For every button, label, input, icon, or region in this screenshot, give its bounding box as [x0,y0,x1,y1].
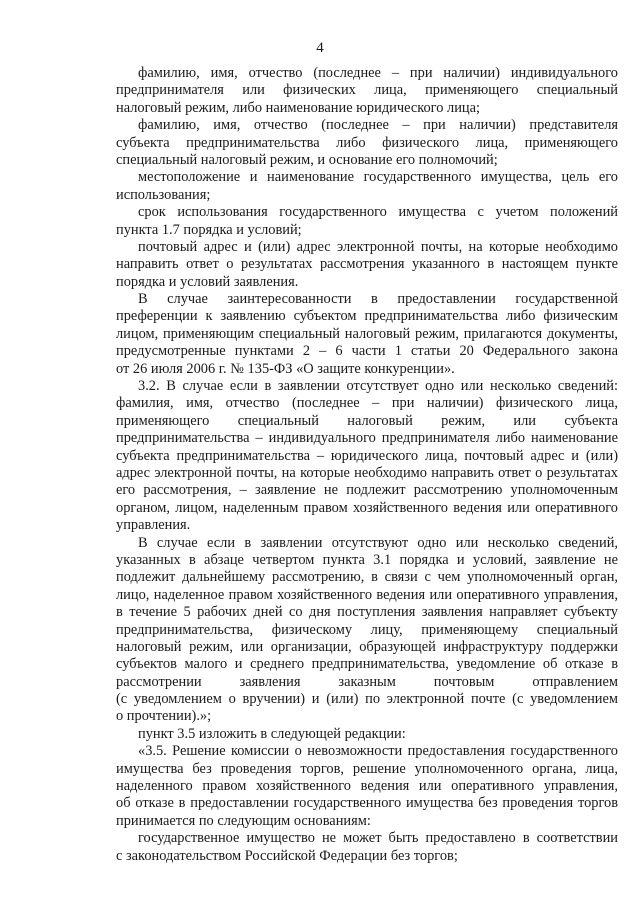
text-line: наделенного правом хозяйственного ведения или оперативного управления, [116,778,618,795]
text-line: местоположение и наименование государственного имущества, цель его [138,169,618,186]
text-line: порядка и условий заявления. [116,273,299,290]
text-line: субъекта предпринимательства – юридического лица, почтовый адрес и (или) [116,447,618,464]
text-line: адрес электронной почты, на которые необходимо направить ответ о результатах [116,464,618,481]
text-line: имущества без проведения торгов, решение уполномоченного органа, лица, [116,760,618,777]
text-line: с законодательством Российской Федерации без торгов; [116,847,458,864]
text-line: пункта 1.7 порядка и условий; [116,221,302,238]
text-line: преференции к заявлению субъектом предпринимательства либо физическим [116,308,618,325]
text-line: В случае если в заявлении отсутствуют одно или несколько сведений, [138,534,618,551]
text-line: принимается по следующим основаниям: [116,812,371,829]
text-line: «3.5. Решение комиссии о невозможности предоставления государственного [138,743,618,760]
text-line: его рассмотрения, – заявление не подлежит рассмотрению уполномоченным [116,482,618,499]
text-line: специальный налоговый режим, и основание его полномочий; [116,151,498,168]
text-line: предпринимательства – индивидуального предпринимателя либо наименование [116,430,618,447]
text-line: лицо, наделенное правом хозяйственного ведения или оперативного управления, [116,586,618,603]
text-line: предпринимателя или физических лица, применяющего специальный [116,82,618,99]
text-line: фамилию, имя, отчество (последнее – при наличии) индивидуального [138,65,618,81]
text-line: фамилию, имя, отчество (последнее – при наличии) представителя [138,117,618,134]
text-line: о прочтении).»; [116,708,212,725]
text-line: предпринимательства, физическому лицу, применяющему специальный [116,621,618,638]
text-line: от 26 июля 2006 г. № 135-ФЗ «О защите конкуренции». [116,360,455,377]
text-line: подлежит дальнейшему рассмотрению, в связи с чем уполномоченный орган, [116,569,618,586]
page-number: 4 [316,40,324,56]
text-line: государственное имущество не может быть предоставлено в соответствии [138,830,618,847]
text-line: управления. [116,517,191,534]
text-line: почтовый адрес и (или) адрес электронной почты, на которые необходимо [138,238,618,255]
text-line: пункт 3.5 изложить в следующей редакции: [138,725,406,742]
text-line: (с уведомлением о вручении) и (или) по электронной почте (с уведомлением [116,691,618,708]
text-line: налоговый режим, или организации, образующей инфраструктуру поддержки [116,638,618,655]
text-line: В случае заинтересованности в предоставлении государственной [138,291,618,308]
text-line: срок использования государственного имущества с учетом положений [138,204,618,221]
text-line: субъектов малого и среднего предпринимательства, уведомление об отказе в [116,656,618,673]
document-body [116,65,618,865]
text-line: в течение 5 рабочих дней со дня поступления заявления направляет субъекту [116,604,618,621]
text-line: указанных в абзаце четвертом пункта 3.1 порядка и условий, заявление не [116,551,618,568]
text-line: предусмотренные пунктами 2 – 6 части 1 статьи 20 Федерального закона [116,343,618,360]
text-line: применяющего специальный налоговый режим, или субъекта [116,412,618,429]
text-line: органом, лицом, наделенным правом хозяйственного ведения или оперативного [116,499,618,516]
text-line: использования; [116,186,211,203]
text-line: 3.2. В случае если в заявлении отсутствует одно или несколько сведений: [138,378,618,395]
text-line: рассмотрении заявления заказным почтовым отправлением [116,673,618,690]
text-line: об отказе в предоставлении государственного имущества без проведения торгов [116,795,618,812]
text-line: субъекта предпринимательства либо физического лица, применяющего [116,134,618,151]
text-line: налоговый режим, либо наименование юридического лица; [116,99,480,116]
text-line: фамилия, имя, отчество (последнее – при наличии) физического лица, [116,395,618,412]
text-line: направить ответ о результатах рассмотрения указанного в настоящем пункте [116,256,618,273]
text-line: лицом, применяющим специальный налоговый режим, прилагаются документы, [116,325,618,342]
